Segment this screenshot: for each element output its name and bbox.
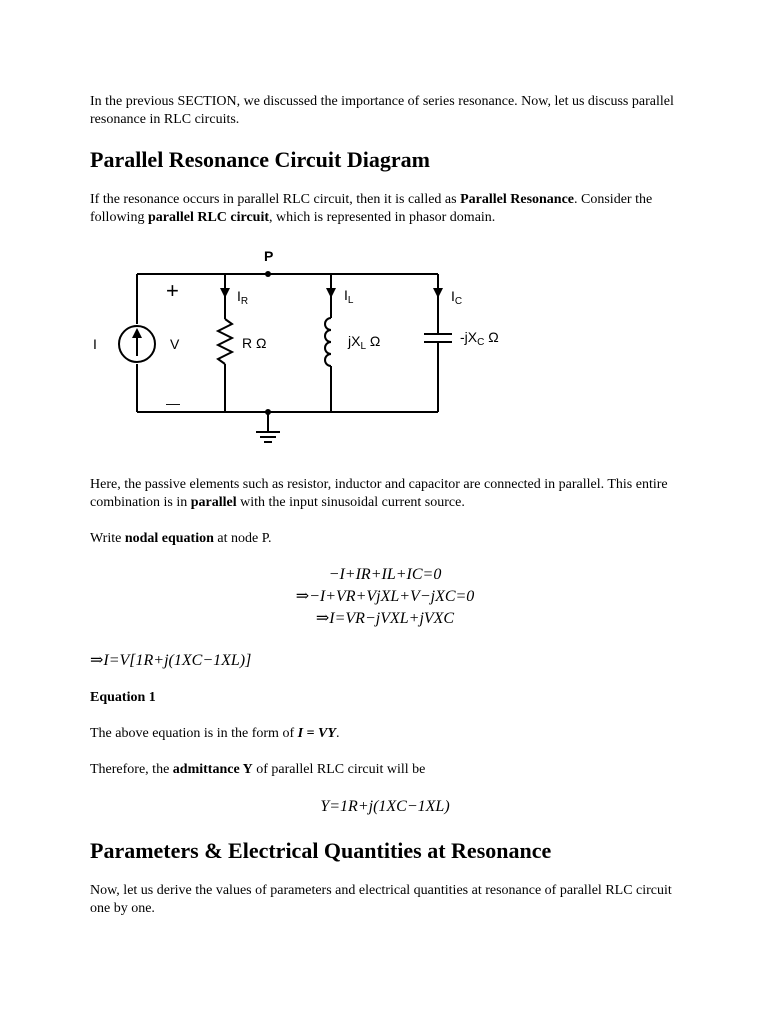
node-p-dot [265, 271, 271, 277]
equation-number-label: Equation 1 [90, 690, 156, 705]
capacitor-label: $-jX_C$ Ω [460, 329, 499, 348]
parallel-rlc-circuit-diagram [90, 244, 530, 454]
parameters-intro-paragraph: Now, let us derive the values of parameters and electrical quantities at resonance of parallel RLC circuit one by one. [90, 883, 672, 916]
voltage-label: V [170, 336, 180, 352]
node-p-label: P [264, 248, 274, 264]
form-iv-paragraph: The above equation is in the form of I = VY. [90, 726, 340, 741]
admittance-paragraph: Therefore, the admittance Y of parallel RLC circuit will be [90, 762, 426, 777]
nodal-equation-paragraph: Write nodal equation at node P. [90, 531, 272, 546]
ic-label: $I_C$ [451, 288, 463, 307]
inductor-label: $jX_L$ Ω [348, 333, 381, 352]
equation-line-1: −I+IR+IL+IC=0 [328, 566, 442, 583]
term-i-equals-vy: I = VY [297, 726, 336, 741]
resonance-definition-paragraph: If the resonance occurs in parallel RLC circuit, then it is called as Parallel Resonance. Consider the following parallel RLC circuit, which is represented in phasor domain. [90, 192, 653, 225]
term-parallel: parallel [190, 495, 237, 510]
il-label: $I_L$ [344, 287, 354, 306]
admittance-equation: Y=1R+j(1XC−1XL) [320, 798, 450, 815]
il-arrow-icon [326, 288, 336, 298]
inductor-symbol [325, 318, 331, 366]
equation-line-4: ⇒I=V[1R+j(1XC−1XL)] [90, 652, 252, 669]
equation-line-3: ⇒I=VR−jVXL+jVXC [315, 610, 455, 627]
plus-sign: + [166, 278, 179, 303]
intro-paragraph: In the previous SECTION, we discussed the importance of series resonance. Now, let us discuss parallel resonance in RLC circuits. [90, 94, 674, 127]
section-heading-parameters: Parameters & Electrical Quantities at Resonance [90, 838, 552, 863]
ir-label: $I_R$ [237, 288, 249, 307]
equation-line-2: ⇒−I+VR+VjXL+V−jXC=0 [295, 588, 475, 605]
ground-node-dot [265, 409, 271, 415]
ic-arrow-icon [433, 288, 443, 298]
section-heading-circuit-diagram: Parallel Resonance Circuit Diagram [90, 147, 430, 172]
term-parallel-rlc-circuit: parallel RLC circuit [147, 210, 270, 225]
term-admittance-y: admittance Y [172, 762, 253, 777]
resistor-label: R Ω [242, 335, 267, 351]
resistor-symbol [218, 319, 232, 364]
ir-arrow-icon [220, 288, 230, 298]
source-current-label: I [93, 336, 97, 352]
passive-elements-paragraph: Here, the passive elements such as resistor, inductor and capacitor are connected in parallel. This entire combination is in parallel with the input sinusoidal current source. [90, 477, 668, 510]
source-arrow-icon [132, 328, 142, 338]
minus-sign: — [166, 395, 180, 411]
term-nodal-equation: nodal equation [124, 531, 214, 546]
term-parallel-resonance: Parallel Resonance [460, 192, 575, 207]
